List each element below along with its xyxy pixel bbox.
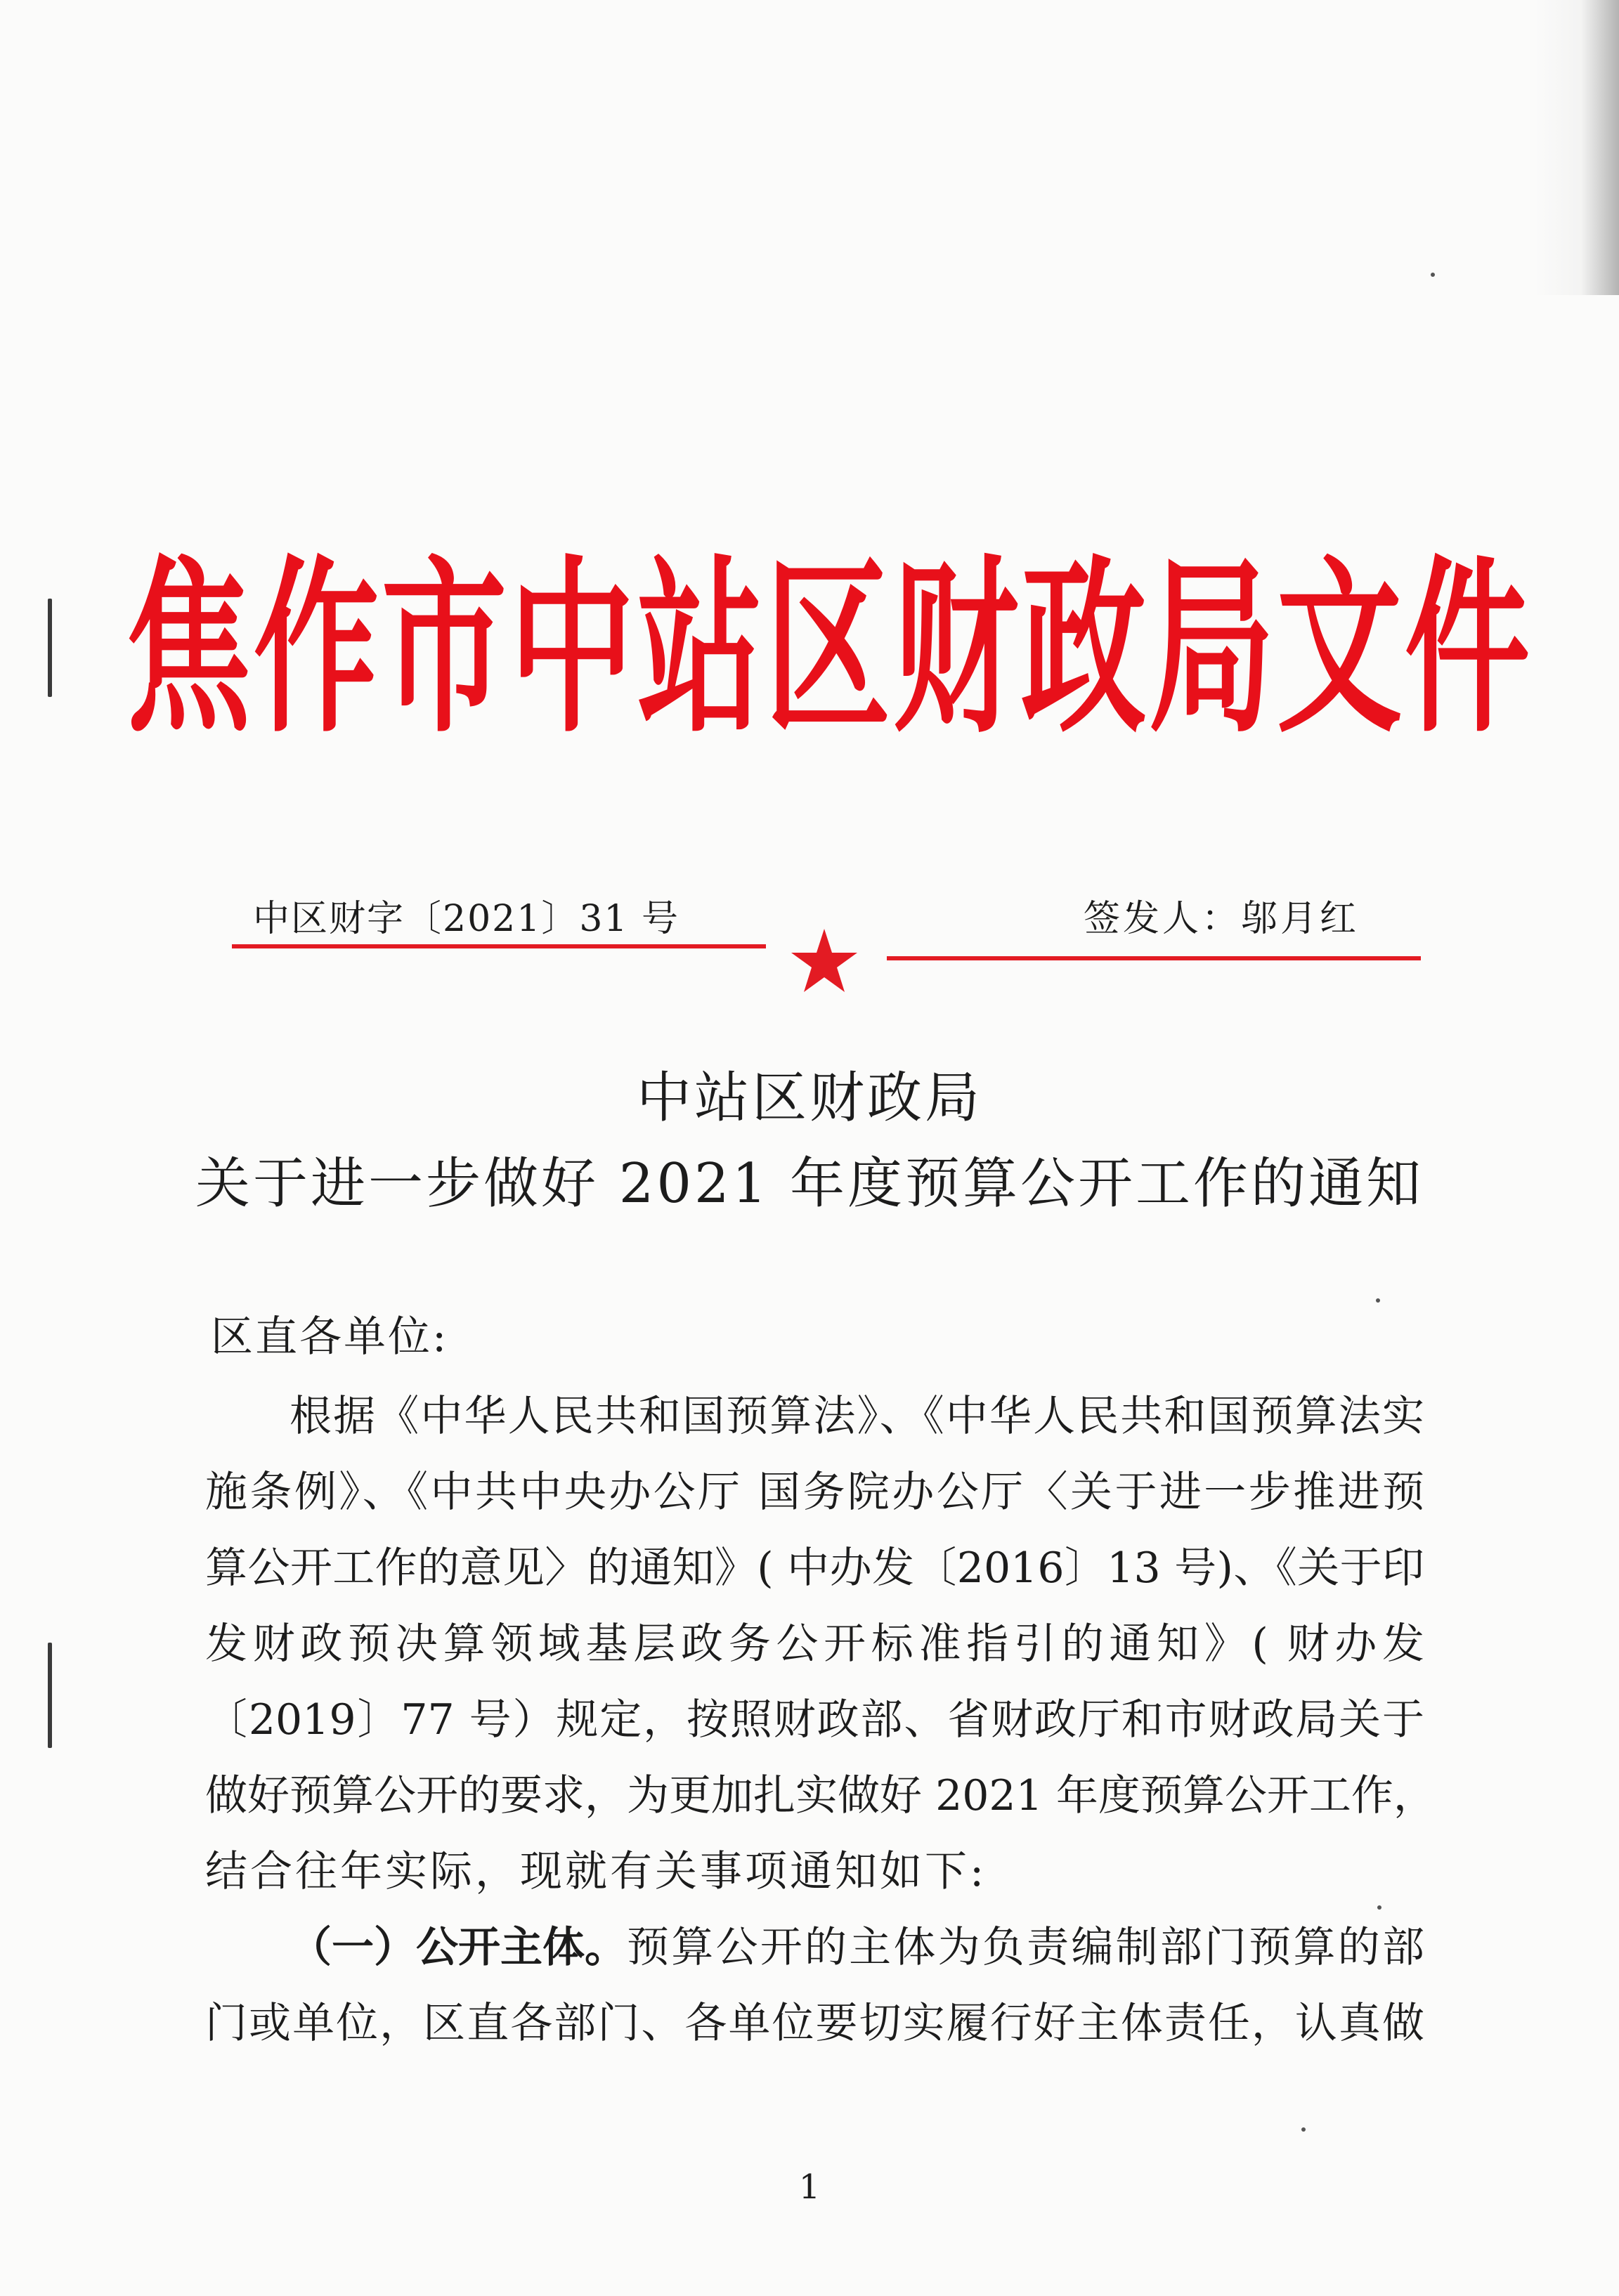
notice-title-line1: 中站区财政局 <box>636 1067 982 1130</box>
item-heading: （一）公开主体。 <box>290 1923 627 1972</box>
scan-speck <box>1431 273 1435 277</box>
item-line <box>205 1910 1424 1985</box>
document-number: 中区财字〔2021〕31 号 <box>253 898 680 940</box>
signer: 签发人：邬月红 <box>1083 898 1359 940</box>
body-line: 根据《中华人民共和国预算法》、《中华人民共和国预算法实 <box>290 1392 1424 1441</box>
red-star-icon <box>789 926 859 996</box>
body-paragraph <box>205 1378 1436 1910</box>
body-line: 结合往年实际，现就有关事项通知如下: <box>205 1847 987 1896</box>
masthead <box>126 520 1533 758</box>
masthead-title: 焦作市中站区财政局文件 <box>126 540 1533 758</box>
body-line: 算公开工作的意见〉的通知》( 中办发〔2016〕13 号)、《关于印 <box>205 1544 1424 1593</box>
body-line: 做好预算公开的要求，为更加扎实做好 2021 年度预算公开工作， <box>205 1771 1436 1820</box>
body-line: 〔2019〕77 号）规定，按照财政部、省财政厅和市财政局关于 <box>205 1695 1424 1744</box>
item-line: 门或单位，区直各部门、各单位要切实履行好主体责任，认真做 <box>205 1999 1424 2048</box>
item-paragraph <box>205 1910 1424 2061</box>
red-rule-left <box>232 944 766 948</box>
salutation: 区直各单位: <box>211 1312 449 1362</box>
page-number: 1 <box>798 2167 821 2207</box>
body-line: 施条例》、《中共中央办公厅 国务院办公厅〈关于进一步推进预 <box>205 1468 1424 1517</box>
scan-speck <box>1376 1298 1380 1303</box>
red-rule-right <box>887 956 1421 960</box>
binding-hole-mark-bottom <box>48 1643 52 1748</box>
body-line: 发财政预决算领域基层政务公开标准指引的通知》( 财办发 <box>205 1619 1424 1669</box>
item-first-line-text: 预算公开的主体为负责编制部门预算的部 <box>627 1923 1424 1972</box>
page-shadow <box>1535 0 1619 295</box>
scan-speck <box>1301 2127 1306 2132</box>
binding-hole-mark-top <box>48 599 52 697</box>
notice-title-line2: 关于进一步做好 2021 年度预算公开工作的通知 <box>195 1152 1424 1215</box>
